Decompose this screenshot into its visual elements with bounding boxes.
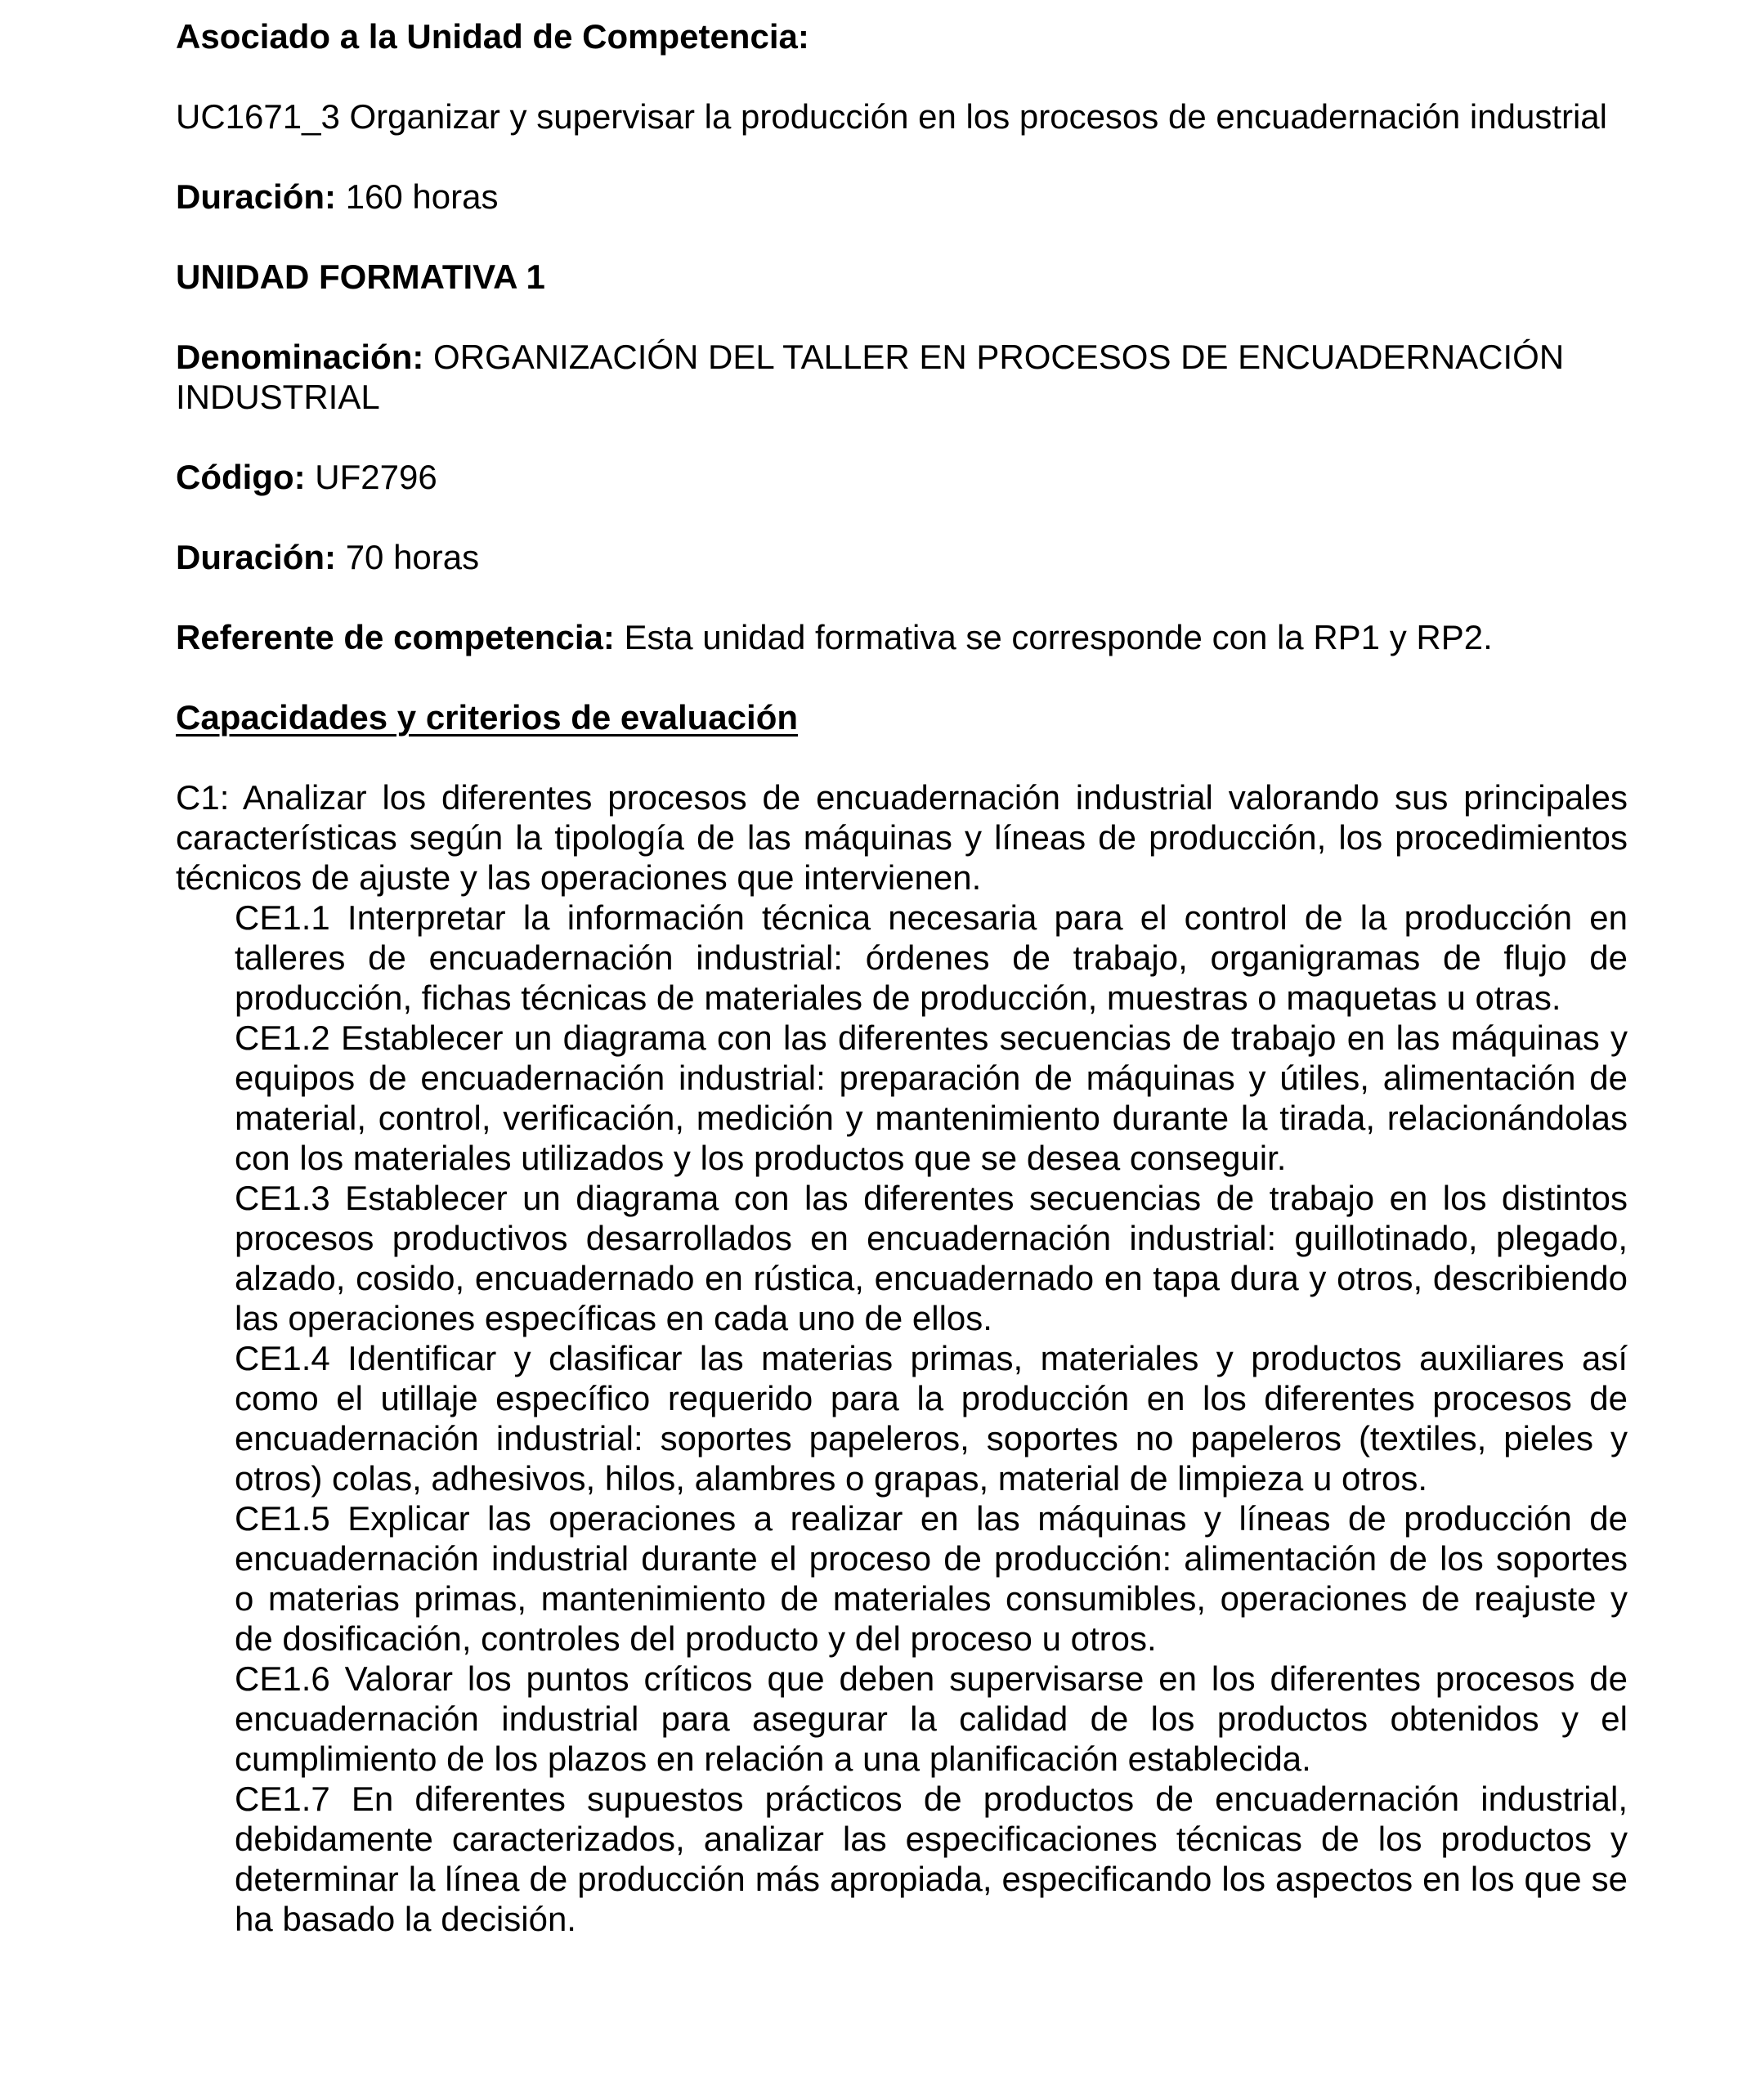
competence-reference-value: Esta unidad formativa se corresponde con la RP1 y RP2. (624, 618, 1493, 656)
unit-duration-label: Duración: (176, 538, 337, 576)
denomination (176, 337, 1628, 417)
capacities-title: Capacidades y criterios de evaluación (176, 698, 799, 737)
unit-duration (176, 537, 1628, 577)
denomination-value: ORGANIZACIÓN DEL TALLER EN PROCESOS DE ENCUADERNACIÓN INDUSTRIAL (176, 338, 1565, 416)
code-label: Código: (176, 458, 306, 496)
associated-unit-label: Asociado a la Unidad de Competencia: (176, 17, 809, 56)
criterion-ce1-6: CE1.6 Valorar los puntos críticos que deben supervisarse en los diferentes procesos de encuadernación industrial para asegurar la calidad de los productos obtenidos y el cumplimiento de los plazos en relación a una planificación establecida. (235, 1659, 1628, 1778)
criterion-ce1-7: CE1.7 En diferentes supuestos prácticos de productos de encuadernación industrial, debidamente caracterizados, analizar las especificaciones técnicas de los productos y determinar la línea de producción más apropiada, especificando los aspectos en los que se ha basado la decisión. (235, 1780, 1628, 1938)
associated-unit-block (176, 16, 1628, 137)
unit-heading: UNIDAD FORMATIVA 1 (176, 257, 545, 296)
criterion-ce1-5: CE1.5 Explicar las operaciones a realizar en las máquinas y líneas de producción de encuadernación industrial durante el proceso de producción: alimentación de los soportes o materias primas, mantenimiento de materiales consumibles, operaciones de reajuste y de dosificación, controles del producto y del proceso u otros. (235, 1499, 1628, 1658)
denomination-label: Denominación: (176, 338, 424, 376)
spacer (176, 56, 1628, 96)
criterion-ce1-3: CE1.3 Establecer un diagrama con las diferentes secuencias de trabajo en los distintos procesos productivos desarrollados en encuadernación industrial: guillotinado, plegado, alzado, cosido, encuadernado en rústica, encuadernado en tapa dura y otros, describiendo las operaciones específicas en cada uno de ellos. (235, 1179, 1628, 1337)
module-duration (176, 177, 1628, 217)
criteria-list (176, 898, 1628, 1939)
module-duration-value: 160 horas (345, 177, 499, 216)
competence-reference-label: Referente de competencia: (176, 618, 615, 656)
code-value: UF2796 (315, 458, 437, 496)
criterion-ce1-1: CE1.1 Interpretar la información técnica necesaria para el control de la producción en talleres de encuadernación industrial: órdenes de trabajo, organigramas de flujo de producción, fichas técnicas de materiales de producción, muestras o maquetas u otras. (235, 898, 1628, 1017)
criterion-ce1-2: CE1.2 Establecer un diagrama con las diferentes secuencias de trabajo en las máquinas y equipos de encuadernación industrial: preparación de máquinas y útiles, alimentación de material, control, verificación, medición y mantenimiento durante la tirada, relacionándolas con los materiales utilizados y los productos que se desea conseguir. (235, 1019, 1628, 1177)
associated-unit-value: UC1671_3 Organizar y supervisar la producción en los procesos de encuadernación industrial (176, 97, 1607, 136)
criterion-ce1-4: CE1.4 Identificar y clasificar las materias primas, materiales y productos auxiliares así como el utillaje específico requerido para la producción en los diferentes procesos de encuadernación industrial: soportes papeleros, soportes no papeleros (textiles, pieles y otros) colas, adhesivos, hilos, alambres o grapas, material de limpieza u otros. (235, 1339, 1628, 1498)
code (176, 457, 1628, 497)
capacity-c1: C1: Analizar los diferentes procesos de encuadernación industrial valorando sus principales características según la tipología de las máquinas y líneas de producción, los procedimientos técnicos de ajuste y las operaciones que intervienen. (176, 778, 1628, 897)
document-page (176, 16, 1628, 1939)
module-duration-label: Duración: (176, 177, 337, 216)
competence-reference (176, 617, 1628, 657)
unit-duration-value: 70 horas (345, 538, 480, 576)
